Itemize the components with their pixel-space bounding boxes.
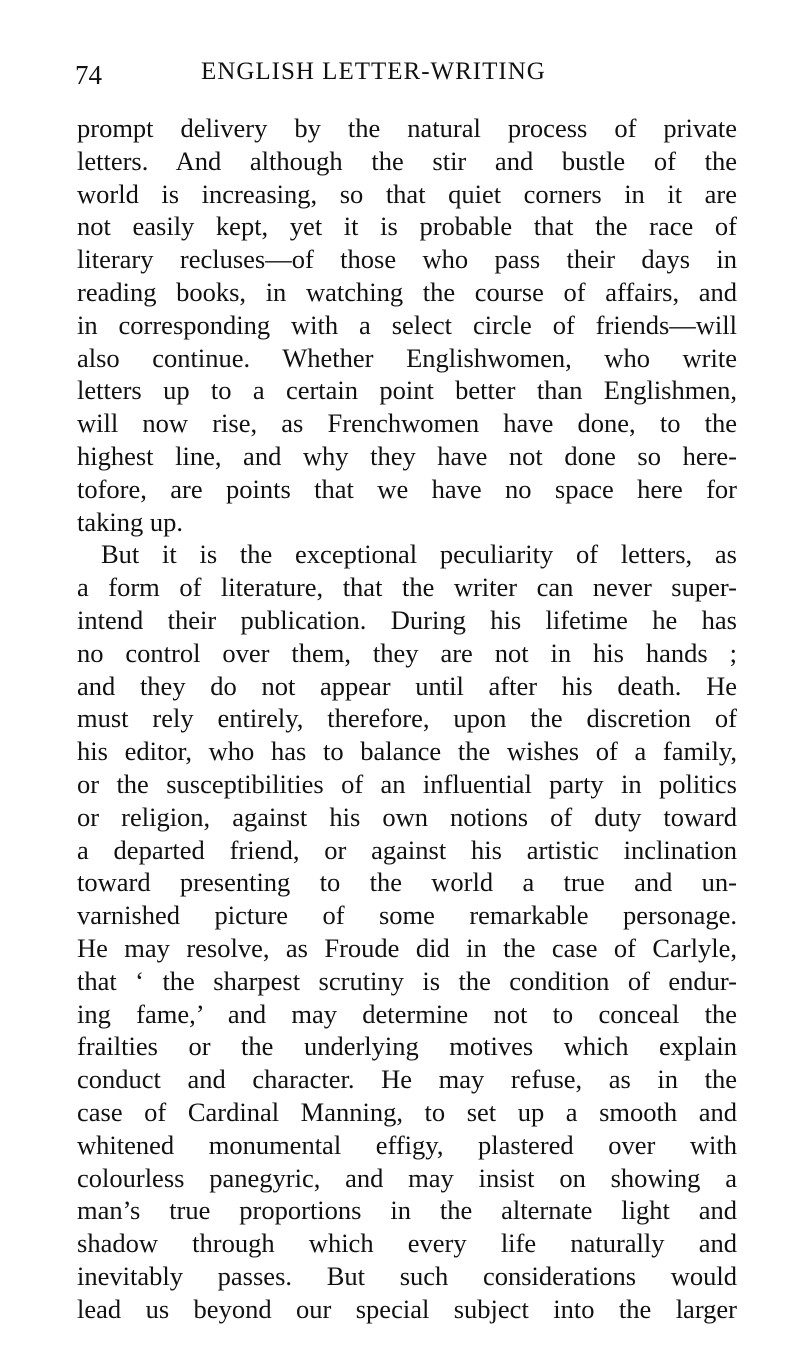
text-line: lead us beyond our special subject into the larger <box>77 1293 737 1324</box>
text-line: intend their publication. During his lifetime he has <box>77 604 737 635</box>
text-line: varnished picture of some remarkable personage. <box>77 900 737 931</box>
text-line: reading books, in watching the course of affairs, and <box>77 276 737 307</box>
page-header <box>75 58 735 94</box>
text-line: world is increasing, so that quiet corners in it are <box>77 178 737 209</box>
text-line: and they do not appear until after his death. He <box>77 670 737 701</box>
text-line: letters. And although the stir and bustle of the <box>77 145 737 176</box>
text-line: conduct and character. He may refuse, as in the <box>77 1064 737 1095</box>
text-line: inevitably passes. But such considerations would <box>77 1260 737 1291</box>
text-line: will now rise, as Frenchwomen have done, to the <box>77 408 737 439</box>
text-line: a form of literature, that the writer can never super- <box>77 572 737 603</box>
text-line: no control over them, they are not in his hands ; <box>77 637 737 668</box>
text-line: shadow through which every life naturally and <box>77 1228 737 1259</box>
page-number: 74 <box>75 60 102 90</box>
text-line: whitened monumental effigy, plastered over with <box>77 1129 737 1160</box>
text-line: his editor, who has to balance the wishes of a family, <box>77 736 737 767</box>
body-text <box>77 112 737 1325</box>
text-line: also continue. Whether Englishwomen, who write <box>77 342 737 373</box>
text-line: in corresponding with a select circle of friends—will <box>77 309 737 340</box>
text-line: He may resolve, as Froude did in the case of Carlyle, <box>77 932 737 963</box>
text-line: highest line, and why they have not done so here- <box>77 440 737 471</box>
text-line: tofore, are points that we have no space here for <box>77 473 737 504</box>
text-line: But it is the exceptional peculiarity of letters, as <box>101 539 737 570</box>
text-line: literary recluses—of those who pass their days in <box>77 244 737 275</box>
text-line: that ‘ the sharpest scrutiny is the condition of endur- <box>77 965 737 996</box>
text-line: prompt delivery by the natural process of private <box>77 113 737 143</box>
text-line: frailties or the underlying motives which explain <box>77 1031 737 1062</box>
text-line: taking up. <box>77 506 183 537</box>
running-title: ENGLISH LETTER-WRITING <box>201 58 546 85</box>
text-line: toward presenting to the world a true and un- <box>77 867 737 898</box>
text-line: ing fame,’ and may determine not to conceal the <box>77 998 737 1029</box>
text-line: not easily kept, yet it is probable that the race of <box>77 211 737 242</box>
text-line: or religion, against his own notions of duty toward <box>77 801 737 832</box>
text-line: colourless panegyric, and may insist on showing a <box>77 1162 737 1193</box>
text-line: man’s true proportions in the alternate light and <box>77 1195 737 1226</box>
text-line: a departed friend, or against his artistic inclination <box>77 834 737 865</box>
text-line: letters up to a certain point better than Englishmen, <box>77 375 737 406</box>
text-line: must rely entirely, therefore, upon the discretion of <box>77 703 737 734</box>
text-line: case of Cardinal Manning, to set up a smooth and <box>77 1096 737 1127</box>
text-line: or the susceptibilities of an influential party in politics <box>77 768 737 799</box>
